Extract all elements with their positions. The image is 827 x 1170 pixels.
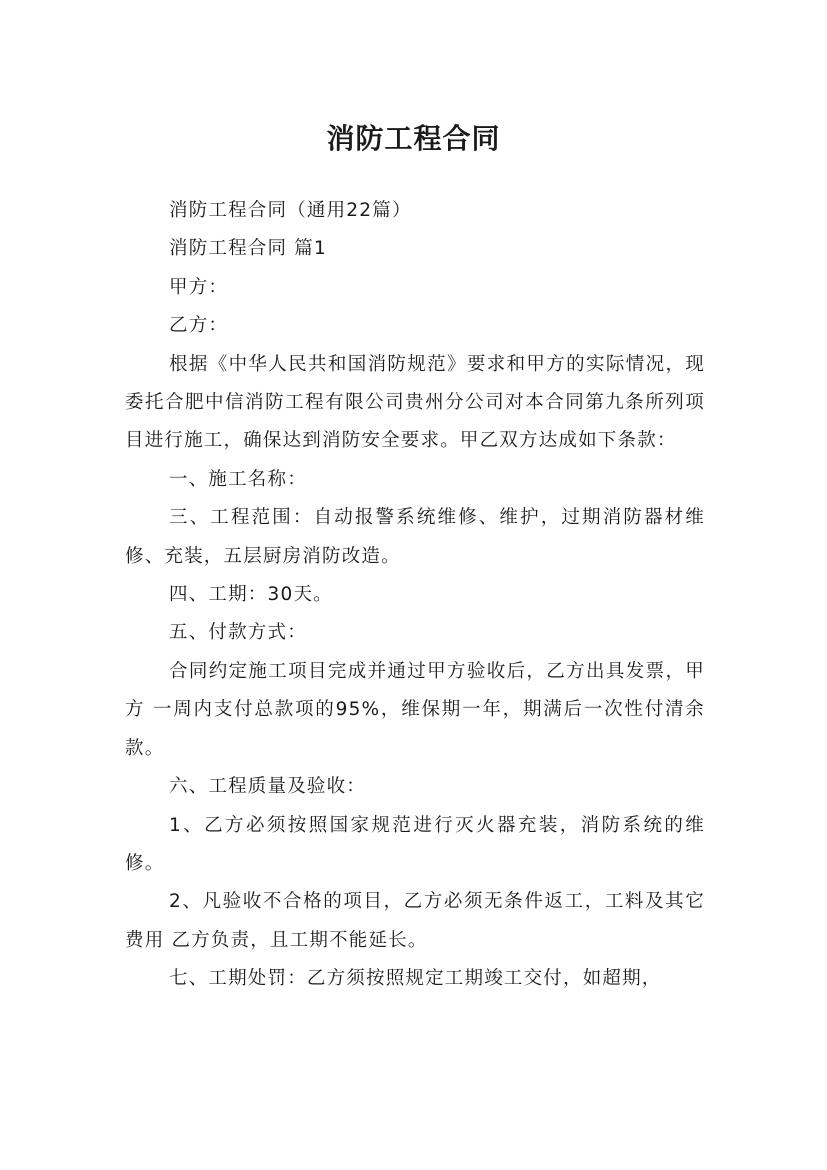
paragraph-preamble: 根据《中华人民共和国消防规范》要求和甲方的实际情况，现委托合肥中信消防工程有限公司贵州分公司对本合同第九条所列项目进行施工，确保达到消防安全要求。甲乙双方达成如下条款： [125, 353, 705, 452]
paragraph-party-a: 甲方： [169, 276, 229, 298]
paragraph-subtitle: 消防工程合同（通用22篇） [169, 200, 412, 221]
paragraph-clause-1: 一、施工名称： [169, 468, 307, 490]
paragraph-clause-7: 七、工期处罚：乙方须按照规定工期竣工交付，如超期， [169, 968, 662, 990]
paragraph-clause-5: 五、付款方式： [169, 622, 307, 644]
paragraph-payment-terms: 合同约定施工项目完成并通过甲方验收后，乙方出具发票，甲方 一周内支付总款项的95%，维保期一年，期满后一次性付清余款。 [125, 660, 705, 759]
paragraph-quality-2: 2、凡验收不合格的项目，乙方必须无条件返工，工料及其它费用 乙方负责，且工期不能延长。 [125, 891, 705, 951]
paragraph-section-heading: 消防工程合同 篇1 [169, 238, 327, 260]
document-title: 消防工程合同 [326, 121, 501, 155]
paragraph-clause-3: 三、工程范围：自动报警系统维修、维护，过期消防器材维修、充装，五层厨房消防改造。 [125, 507, 705, 567]
paragraph-clause-6: 六、工程质量及验收： [169, 776, 367, 798]
paragraph-party-b: 乙方： [169, 315, 229, 337]
paragraph-quality-1: 1、乙方必须按照国家规范进行灭火器充装，消防系统的维修。 [125, 814, 705, 874]
paragraph-clause-4: 四、工期：30天。 [169, 584, 333, 606]
document-body [125, 192, 705, 999]
